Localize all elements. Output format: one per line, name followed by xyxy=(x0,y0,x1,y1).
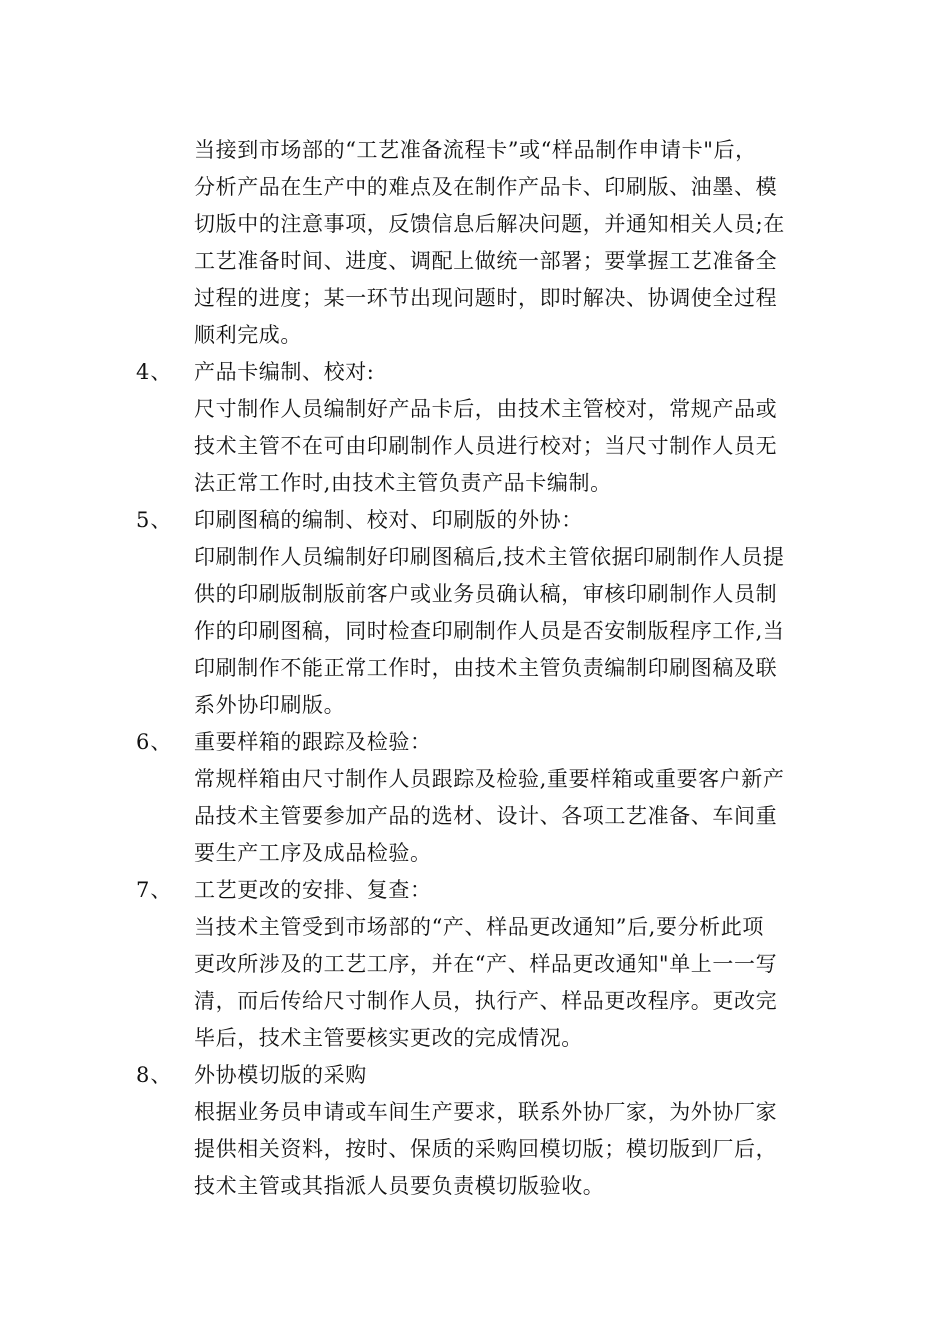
intro-line: 分析产品在生产中的难点及在制作产品卡、印刷版、油墨、模 xyxy=(194,175,778,199)
intro-line: 过程的进度；某一环节出现问题时，即时解决、协调使全过程 xyxy=(194,286,778,310)
item-number: 5、 xyxy=(136,508,173,532)
item-line: 技术主管或其指派人员要负责模切版验收。 xyxy=(194,1174,605,1198)
item-line: 清，而后传给尺寸制作人员，执行产、样品更改程序。更改完 xyxy=(194,989,778,1013)
intro-line: 当接到市场部的“工艺准备流程卡”或“样品制作申请卡"后， xyxy=(194,138,757,162)
item-line: 法正常工作时,由技术主管负责产品卡编制。 xyxy=(194,471,612,495)
item-title: 重要样箱的跟踪及检验： xyxy=(194,730,432,754)
intro-line: 切版中的注意事项，反馈信息后解决问题，并通知相关人员;在 xyxy=(194,212,785,236)
intro-line: 顺利完成。 xyxy=(194,323,302,347)
item-number: 4、 xyxy=(136,360,173,384)
item-line: 当技术主管受到市场部的“产、样品更改通知”后,要分析此项 xyxy=(194,915,764,939)
item-title: 外协模切版的采购 xyxy=(194,1063,367,1087)
item-line: 印刷制作人员编制好印刷图稿后,技术主管依据印刷制作人员提 xyxy=(194,545,785,569)
intro-line: 工艺准备时间、进度、调配上做统一部署；要掌握工艺准备全 xyxy=(194,249,778,273)
item-line: 作的印刷图稿，同时检查印刷制作人员是否安制版程序工作,当 xyxy=(194,619,785,643)
item-line: 根据业务员申请或车间生产要求，联系外协厂家，为外协厂家 xyxy=(194,1100,778,1124)
item-number: 6、 xyxy=(136,730,173,754)
item-line: 要生产工序及成品检验。 xyxy=(194,841,432,865)
item-line: 更改所涉及的工艺工序，并在“产、样品更改通知"单上一一写 xyxy=(194,952,778,976)
item-line: 印刷制作不能正常工作时，由技术主管负责编制印刷图稿及联 xyxy=(194,656,778,680)
item-number: 7、 xyxy=(136,878,173,902)
item-title: 产品卡编制、校对: xyxy=(194,360,375,384)
item-line: 系外协印刷版。 xyxy=(194,693,346,717)
item-line: 尺寸制作人员编制好产品卡后，由技术主管校对，常规产品或 xyxy=(194,397,778,421)
item-line: 品技术主管要参加产品的选材、设计、各项工艺准备、车间重 xyxy=(194,804,778,828)
item-line: 技术主管不在可由印刷制作人员进行校对；当尺寸制作人员无 xyxy=(194,434,778,458)
item-line: 供的印刷版制版前客户或业务员确认稿，审核印刷制作人员制 xyxy=(194,582,778,606)
item-line: 毕后，技术主管要核实更改的完成情况。 xyxy=(194,1026,583,1050)
item-title: 工艺更改的安排、复查： xyxy=(194,878,432,902)
item-line: 常规样箱由尺寸制作人员跟踪及检验,重要样箱或重要客户新产 xyxy=(194,767,785,791)
item-number: 8、 xyxy=(136,1063,173,1087)
item-title: 印刷图稿的编制、校对、印刷版的外协： xyxy=(194,508,583,532)
item-line: 提供相关资料，按时、保质的采购回模切版；模切版到厂后， xyxy=(194,1137,778,1161)
